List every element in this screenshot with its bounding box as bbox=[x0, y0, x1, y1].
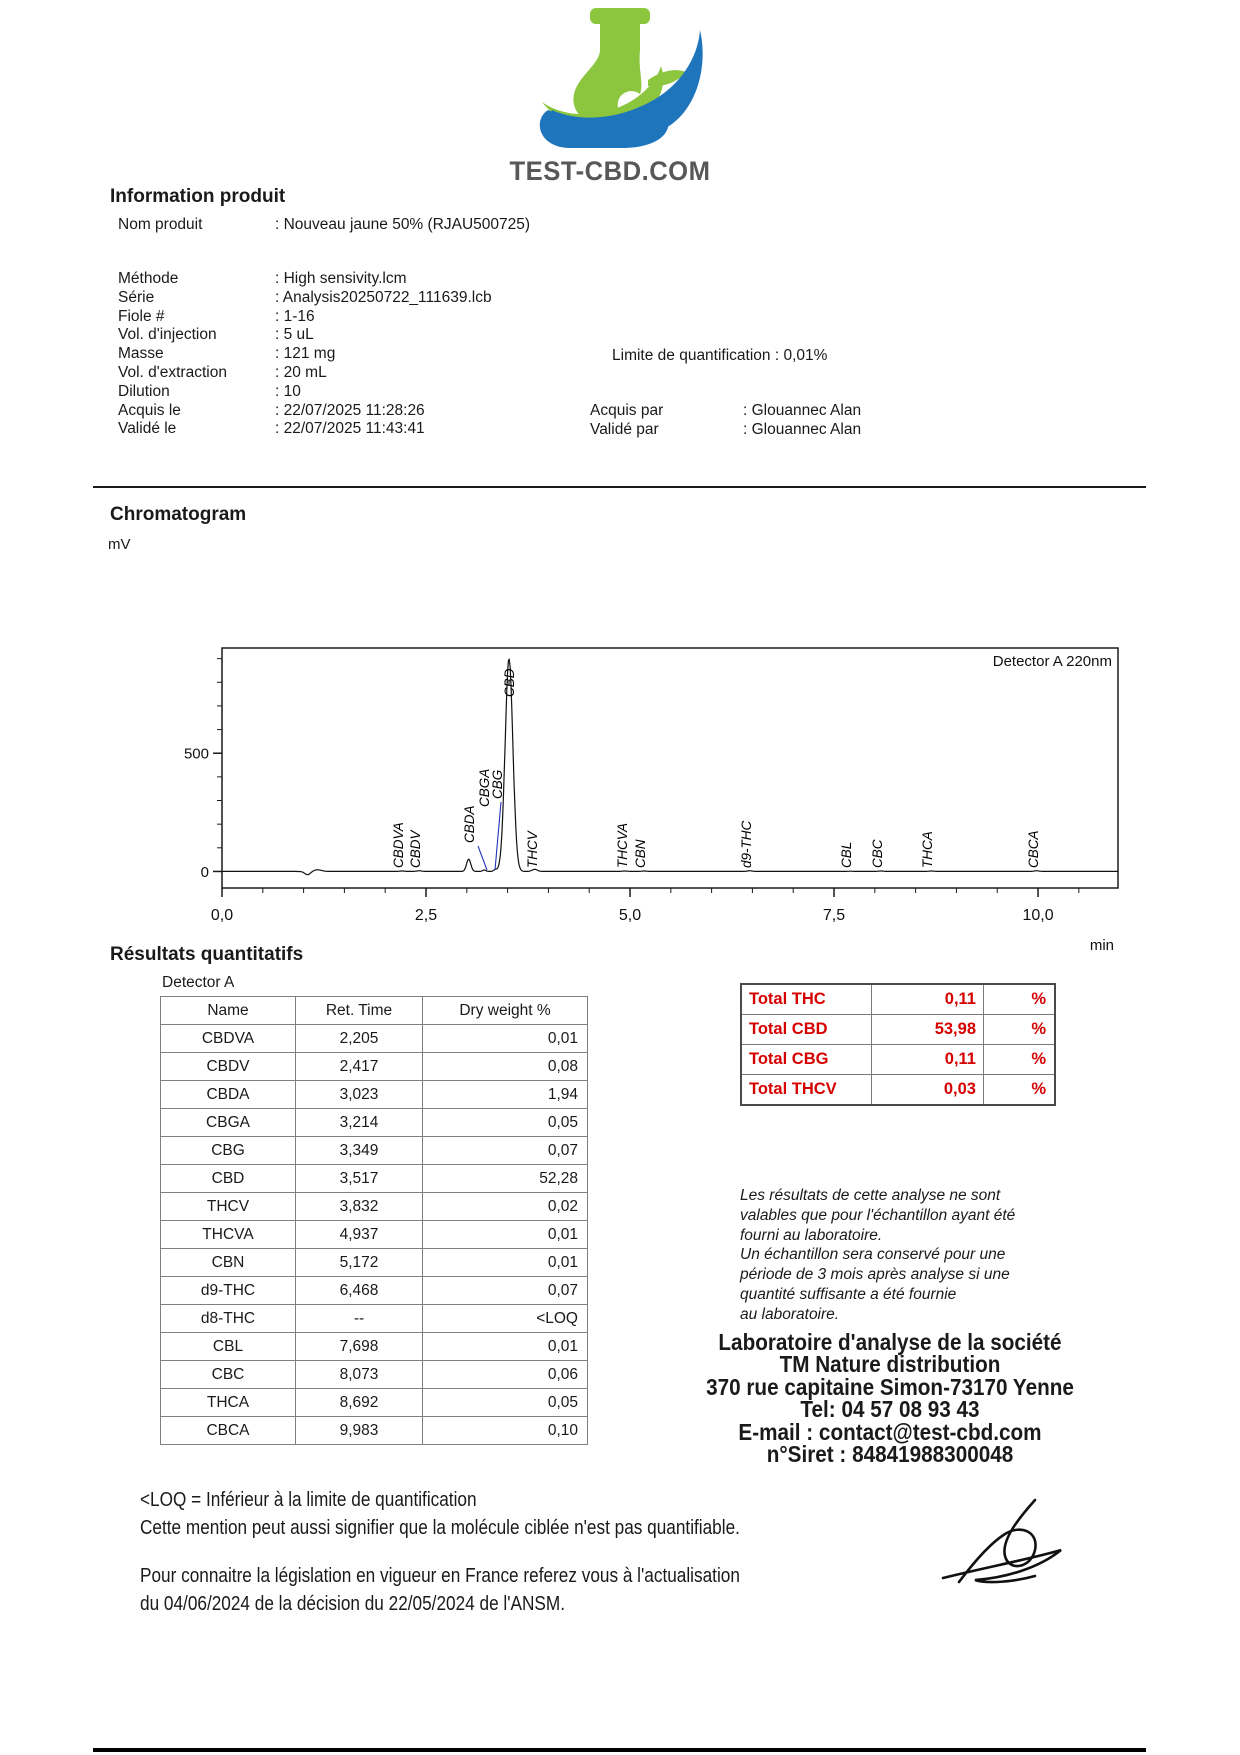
results-table-header bbox=[161, 997, 588, 1025]
totals-cell: Total CBD bbox=[741, 1015, 872, 1045]
peak-label-THCV: THCV bbox=[525, 831, 540, 868]
table-cell: CBD bbox=[161, 1165, 296, 1193]
info-value: : Analysis20250722_111639.lcb bbox=[275, 288, 492, 306]
footnote-line: <LOQ = Inférieur à la limite de quantification bbox=[140, 1489, 477, 1511]
signature bbox=[935, 1492, 1080, 1607]
lab-contact-line: Laboratoire d'analyse de la société bbox=[718, 1329, 1062, 1355]
table-row bbox=[161, 1137, 588, 1165]
table-cell: d9-THC bbox=[161, 1277, 296, 1305]
info-label: Acquis par bbox=[590, 402, 664, 419]
table-row bbox=[161, 1109, 588, 1137]
x-tick-label: 5,0 bbox=[618, 907, 642, 924]
totals-cell: Total THCV bbox=[741, 1075, 872, 1106]
section-heading-information-produit: Information produit bbox=[110, 186, 286, 207]
disclaimer-line: période de 3 mois après analyse si une bbox=[740, 1266, 1010, 1284]
disclaimer-line: fourni au laboratoire. bbox=[740, 1226, 883, 1244]
table-cell: d8-THC bbox=[161, 1305, 296, 1333]
info-value: : High sensivity.lcm bbox=[275, 270, 407, 287]
info-label: Nom produit bbox=[118, 216, 203, 233]
table-cell: 0,08 bbox=[423, 1053, 588, 1081]
chromatogram-chart bbox=[90, 630, 1150, 960]
x-axis-unit-label: min bbox=[1089, 937, 1114, 954]
peak-label-CBCA: CBCA bbox=[1026, 830, 1041, 868]
disclaimer-line: Les résultats de cette analyse ne sont bbox=[740, 1187, 1001, 1204]
table-cell: 3,517 bbox=[296, 1165, 423, 1193]
legislation-footnote bbox=[140, 1562, 740, 1618]
table-row bbox=[161, 1389, 588, 1417]
x-tick-label: 0,0 bbox=[210, 907, 234, 924]
table-cell: 3,023 bbox=[296, 1081, 423, 1109]
table-cell: 3,349 bbox=[296, 1137, 423, 1165]
totals-cell: Total THC bbox=[741, 984, 872, 1015]
table-cell: CBGA bbox=[161, 1109, 296, 1137]
info-value: : Glouannec Alan bbox=[743, 420, 862, 438]
table-cell: 5,172 bbox=[296, 1249, 423, 1277]
table-cell: 0,07 bbox=[423, 1277, 588, 1305]
column-header: Dry weight % bbox=[423, 997, 588, 1025]
table-cell: CBDV bbox=[161, 1053, 296, 1081]
table-cell: 8,073 bbox=[296, 1361, 423, 1389]
page-footer-rule bbox=[93, 1748, 1146, 1752]
info-label: Masse bbox=[118, 345, 164, 363]
results-header-row bbox=[161, 997, 588, 1025]
table-row bbox=[161, 1165, 588, 1193]
column-header: Name bbox=[161, 997, 296, 1025]
info-value: : Glouannec Alan bbox=[743, 402, 862, 419]
table-cell: 0,06 bbox=[423, 1361, 588, 1389]
lab-contact-line: Tel: 04 57 08 93 43 bbox=[800, 1396, 980, 1423]
y-axis-unit-label: mV bbox=[108, 536, 131, 553]
table-cell: 9,983 bbox=[296, 1417, 423, 1445]
table-cell: 0,01 bbox=[423, 1221, 588, 1249]
plot-frame bbox=[222, 648, 1118, 888]
totals-cell: % bbox=[984, 1015, 1056, 1045]
lab-contact-line: E-mail : contact@test-cbd.com bbox=[738, 1418, 1042, 1445]
info-value: : Nouveau jaune 50% (RJAU500725) bbox=[275, 216, 531, 233]
table-row bbox=[161, 1249, 588, 1277]
table-cell: 0,07 bbox=[423, 1137, 588, 1165]
table-cell: 0,01 bbox=[423, 1333, 588, 1361]
x-tick-label: 10,0 bbox=[1022, 907, 1054, 924]
y-tick-label: 500 bbox=[183, 745, 209, 763]
flask-logo-icon bbox=[440, 6, 780, 154]
totals-cell: % bbox=[984, 1075, 1056, 1106]
table-cell: 3,214 bbox=[296, 1109, 423, 1137]
peak-label-CBDVA: CBDVA bbox=[391, 822, 406, 868]
table-row bbox=[161, 1081, 588, 1109]
totals-cell: Total CBG bbox=[741, 1045, 872, 1075]
peak-label-CBG: CBG bbox=[490, 769, 505, 799]
table-cell: 52,28 bbox=[423, 1165, 588, 1193]
laboratory-contact-block bbox=[656, 1329, 1124, 1468]
peak-label-THCVA: THCVA bbox=[615, 822, 630, 868]
disclaimer-text bbox=[740, 1186, 1015, 1325]
table-cell: 4,937 bbox=[296, 1221, 423, 1249]
table-row bbox=[161, 1305, 588, 1333]
x-tick-label: 7,5 bbox=[822, 907, 846, 924]
info-value: : 20 mL bbox=[275, 363, 327, 381]
info-value: : 22/07/2025 11:43:41 bbox=[275, 420, 425, 438]
disclaimer-line: au laboratoire. bbox=[740, 1305, 840, 1323]
table-cell: 0,01 bbox=[423, 1249, 588, 1277]
table-cell: 0,10 bbox=[423, 1417, 588, 1445]
table-cell: 1,94 bbox=[423, 1081, 588, 1109]
peak-label-CBN: CBN bbox=[633, 839, 648, 868]
totals-cell: 53,98 bbox=[872, 1015, 984, 1045]
section-divider bbox=[93, 486, 1146, 488]
table-cell: 8,692 bbox=[296, 1389, 423, 1417]
footnote-line: du 04/06/2024 de la décision du 22/05/2024 de l'ANSM. bbox=[140, 1593, 566, 1615]
peak-label-THCA: THCA bbox=[920, 831, 935, 868]
footnote-line: Pour connaitre la législation en vigueur en France referez vous à l'actualisation bbox=[140, 1565, 740, 1587]
detector-annotation: Detector A 220nm bbox=[992, 653, 1112, 670]
peak-label-CBGA: CBGA bbox=[477, 768, 492, 807]
results-table bbox=[160, 996, 588, 1445]
table-cell: 2,205 bbox=[296, 1025, 423, 1053]
info-value: : 5 uL bbox=[275, 326, 314, 344]
brand-name: TEST-CBD.COM bbox=[509, 156, 711, 186]
footnote-line: Cette mention peut aussi signifier que la molécule ciblée n'est pas quantifiable. bbox=[140, 1517, 740, 1539]
peak-label-CBD: CBD bbox=[502, 668, 517, 697]
table-cell: THCVA bbox=[161, 1221, 296, 1249]
info-label: Acquis le bbox=[118, 401, 181, 419]
info-label: Série bbox=[118, 288, 155, 306]
table-cell: CBC bbox=[161, 1361, 296, 1389]
logo bbox=[440, 6, 780, 187]
table-cell: CBL bbox=[161, 1333, 296, 1361]
table-row bbox=[161, 1277, 588, 1305]
totals-table-body bbox=[741, 984, 1055, 1105]
table-cell: CBDA bbox=[161, 1081, 296, 1109]
totals-row bbox=[741, 1045, 1055, 1075]
info-value: : 121 mg bbox=[275, 345, 336, 363]
chromatogram-trace bbox=[222, 659, 1118, 875]
info-value: : 22/07/2025 11:28:26 bbox=[275, 401, 425, 419]
table-cell: 6,468 bbox=[296, 1277, 423, 1305]
table-cell: 0,05 bbox=[423, 1109, 588, 1137]
table-cell: CBN bbox=[161, 1249, 296, 1277]
totals-cell: % bbox=[984, 984, 1056, 1015]
table-cell: 0,05 bbox=[423, 1389, 588, 1417]
table-cell: <LOQ bbox=[423, 1305, 588, 1333]
peak-label-CBDV: CBDV bbox=[408, 830, 423, 868]
x-tick-label: 2,5 bbox=[414, 907, 438, 924]
results-table-body bbox=[161, 1025, 588, 1445]
table-row bbox=[161, 1221, 588, 1249]
lab-contact-line: TM Nature distribution bbox=[779, 1351, 1001, 1378]
totals-table bbox=[740, 983, 1056, 1106]
peak-leader-line bbox=[478, 846, 487, 870]
table-row bbox=[161, 1193, 588, 1221]
totals-row bbox=[741, 1075, 1055, 1106]
disclaimer-line: quantité suffisante a été fournie bbox=[740, 1285, 957, 1303]
table-cell: 0,02 bbox=[423, 1193, 588, 1221]
info-value: : 1-16 bbox=[275, 307, 315, 325]
disclaimer-line: Un échantillon sera conservé pour une bbox=[740, 1246, 1006, 1264]
table-cell: 7,698 bbox=[296, 1333, 423, 1361]
lab-contact-line: n°Siret : 84841988300048 bbox=[766, 1441, 1014, 1468]
info-value: : 10 bbox=[275, 382, 301, 400]
table-cell: THCA bbox=[161, 1389, 296, 1417]
table-cell: CBCA bbox=[161, 1417, 296, 1445]
disclaimer-line: valables que pour l'échantillon ayant été bbox=[740, 1206, 1016, 1224]
limit-of-quantification: Limite de quantification : 0,01% bbox=[612, 347, 828, 364]
info-label: Fiole # bbox=[118, 307, 165, 325]
loq-footnote bbox=[140, 1486, 740, 1542]
info-label: Méthode bbox=[118, 270, 179, 287]
section-heading-results: Résultats quantitatifs bbox=[110, 944, 304, 965]
detector-label: Detector A bbox=[162, 974, 235, 991]
table-cell: 3,832 bbox=[296, 1193, 423, 1221]
table-row bbox=[161, 1025, 588, 1053]
column-header: Ret. Time bbox=[296, 997, 423, 1025]
table-cell: THCV bbox=[161, 1193, 296, 1221]
table-cell: 2,417 bbox=[296, 1053, 423, 1081]
lab-contact-line: 370 rue capitaine Simon-73170 Yenne bbox=[706, 1373, 1074, 1400]
info-label: Validé par bbox=[590, 420, 659, 438]
info-label: Validé le bbox=[118, 420, 177, 438]
table-row bbox=[161, 1417, 588, 1445]
table-cell: -- bbox=[296, 1305, 423, 1333]
peak-label-CBDA: CBDA bbox=[462, 805, 477, 843]
info-label: Vol. d'injection bbox=[118, 326, 217, 344]
totals-row bbox=[741, 984, 1055, 1015]
table-cell: CBG bbox=[161, 1137, 296, 1165]
section-heading-chromatogram: Chromatogram bbox=[110, 504, 247, 525]
table-row bbox=[161, 1361, 588, 1389]
totals-cell: % bbox=[984, 1045, 1056, 1075]
table-row bbox=[161, 1053, 588, 1081]
y-tick-label: 0 bbox=[200, 863, 209, 881]
table-cell: 0,01 bbox=[423, 1025, 588, 1053]
info-label: Dilution bbox=[118, 382, 170, 400]
info-label: Vol. d'extraction bbox=[118, 363, 227, 381]
table-cell: CBDVA bbox=[161, 1025, 296, 1053]
totals-cell: 0,11 bbox=[872, 984, 984, 1015]
totals-cell: 0,03 bbox=[872, 1075, 984, 1106]
peak-label-CBL: CBL bbox=[839, 841, 854, 868]
totals-row bbox=[741, 1015, 1055, 1045]
table-row bbox=[161, 1333, 588, 1361]
peak-label-CBC: CBC bbox=[870, 839, 885, 868]
totals-cell: 0,11 bbox=[872, 1045, 984, 1075]
peak-label-d9-THC: d9-THC bbox=[739, 820, 754, 868]
